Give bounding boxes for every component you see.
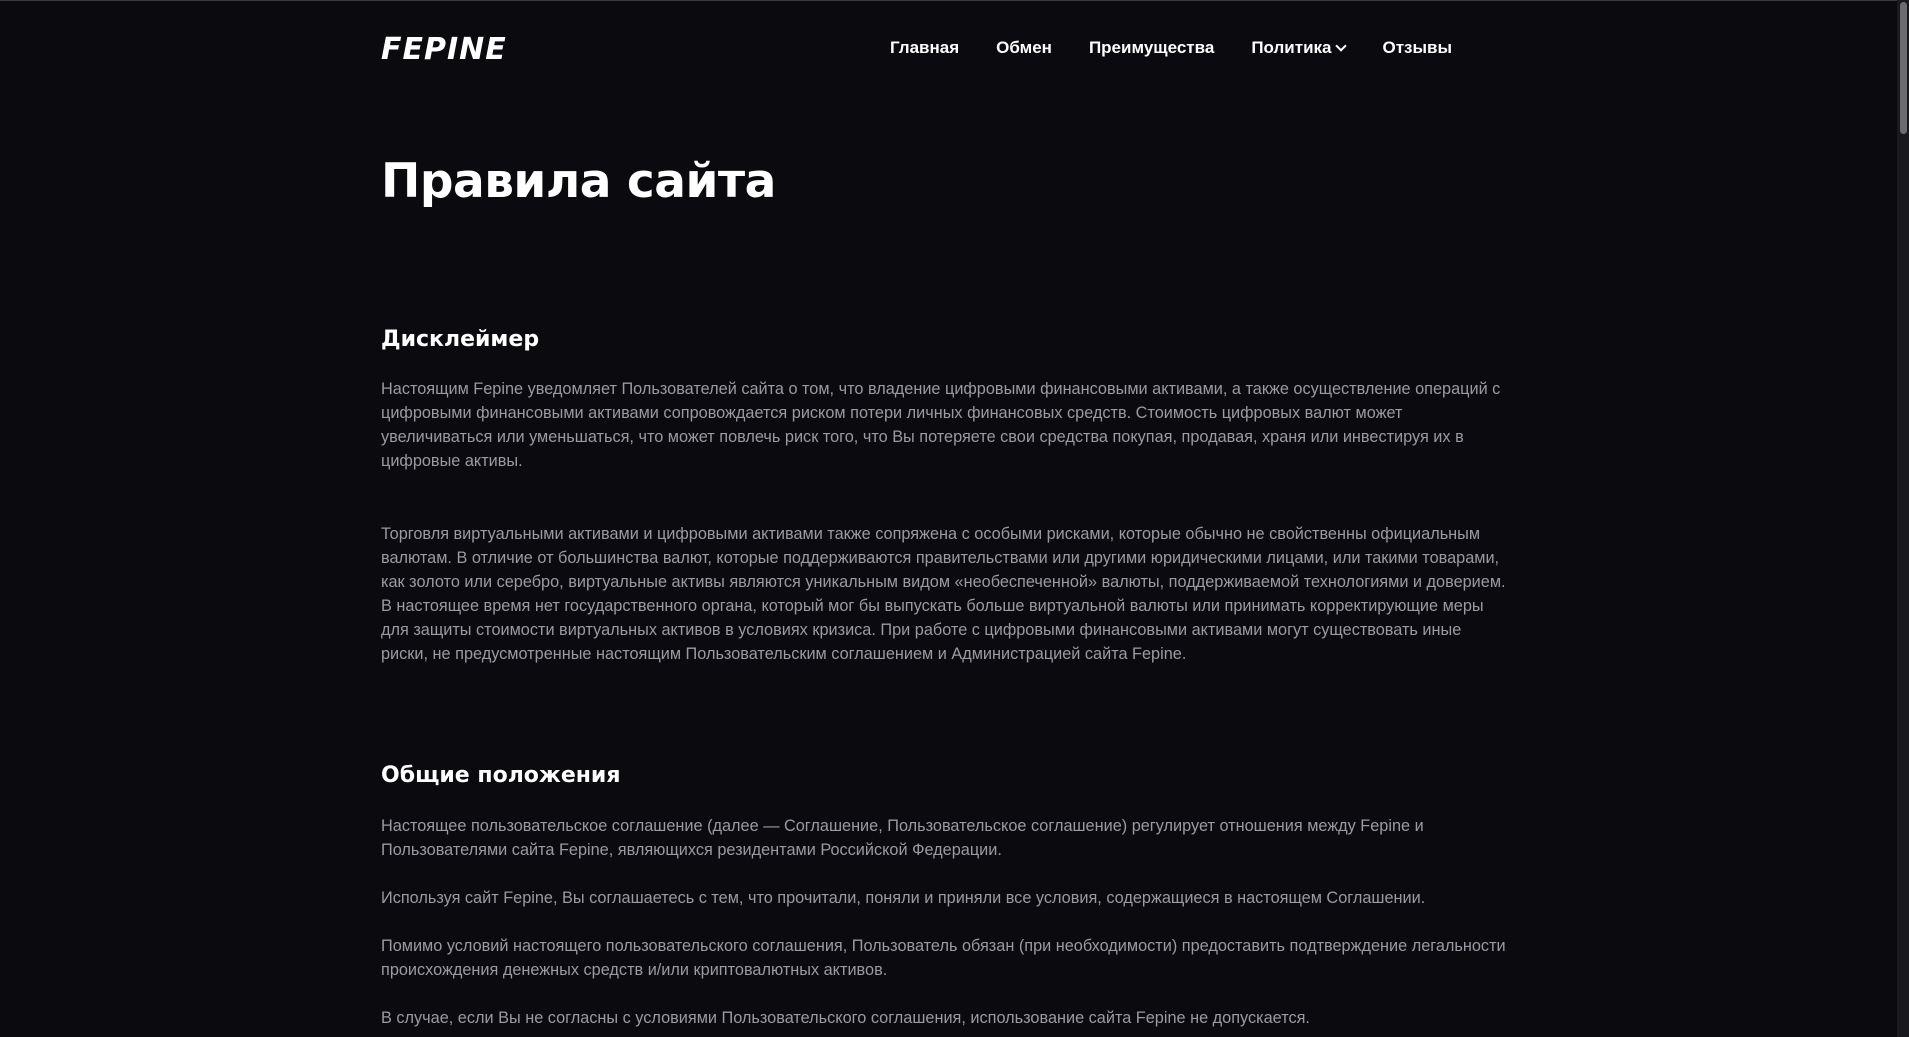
- nav-item-label: Преимущества: [1088, 38, 1215, 57]
- chevron-down-icon: [1336, 40, 1347, 51]
- nav-item-label: Отзывы: [1382, 38, 1452, 57]
- nav-item-label: Главная: [890, 38, 960, 57]
- main-nav: [890, 38, 1452, 58]
- paragraph-general-2: Используя сайт Fepine, Вы соглашаетесь с тем, что прочитали, поняли и приняли все условия, содержащиеся в настоящем Соглашении.: [381, 889, 1426, 907]
- nav-item-label: Обмен: [996, 38, 1052, 57]
- paragraph-general-1: Настоящее пользовательское соглашение (далее — Соглашение, Пользовательское соглашение) регулирует отношения между Fepine и Пользователями сайта Fepine, являющихся резидентами Российской Федерации.: [381, 817, 1424, 859]
- nav-item-policy[interactable]: [1251, 38, 1345, 58]
- site-logo[interactable]: FEPINE: [381, 32, 507, 67]
- paragraph-general-3: Помимо условий настоящего пользовательского соглашения, Пользователь обязан (при необходимости) предоставить подтверждение легальности происхождения денежных средств и/или криптовалютных активов.: [381, 937, 1506, 979]
- page-title: Правила сайта: [381, 154, 776, 209]
- nav-item-reviews[interactable]: [1382, 38, 1452, 58]
- paragraph-disclaimer-1: Настоящим Fepine уведомляет Пользователей сайта о том, что владение цифровыми финансовыми активами, а также осуществление операций с цифровыми финансовыми активами сопровождается риском потери личных финансовых средств. Стоимость цифровых валют может увеличиваться или уменьшаться, что может повлечь риск того, что Вы потеряете свои средства покупая, продавая, храня или инвестируя их в цифровые активы.: [381, 380, 1501, 470]
- paragraph-disclaimer-2: Торговля виртуальными активами и цифровыми активами также сопряжена с особыми рисками, которые обычно не свойственны официальным валютам. В отличие от большинства валют, которые поддерживаются правительствами или другими юридическими лицами, или такими товарами, как золото или серебро, виртуальные активы являются уникальным видом «необеспеченной» валюты, поддерживаемой технологиями и доверием. В настоящее время нет государственного органа, который мог бы выпускать больше виртуальной валюты или принимать корректирующие меры для защиты стоимости виртуальных активов в условиях кризиса. При работе с цифровыми финансовыми активами могут существовать иные риски, не предусмотренные настоящим Пользовательским соглашением и Администрацией сайта Fepine.: [381, 525, 1506, 663]
- nav-item-exchange[interactable]: [996, 38, 1052, 58]
- scrollbar-thumb[interactable]: [1900, 2, 1907, 134]
- nav-item-home[interactable]: [890, 38, 959, 58]
- nav-item-advantages[interactable]: [1089, 38, 1214, 58]
- section-title-general: Общие положения: [381, 763, 621, 788]
- vertical-scrollbar[interactable]: [1897, 0, 1909, 1037]
- paragraph-general-4: В случае, если Вы не согласны с условиями Пользовательского соглашения, использование сайта Fepine не допускается.: [381, 1009, 1310, 1027]
- section-title-disclaimer: Дисклеймер: [381, 327, 540, 352]
- nav-item-label: Политика: [1251, 38, 1332, 57]
